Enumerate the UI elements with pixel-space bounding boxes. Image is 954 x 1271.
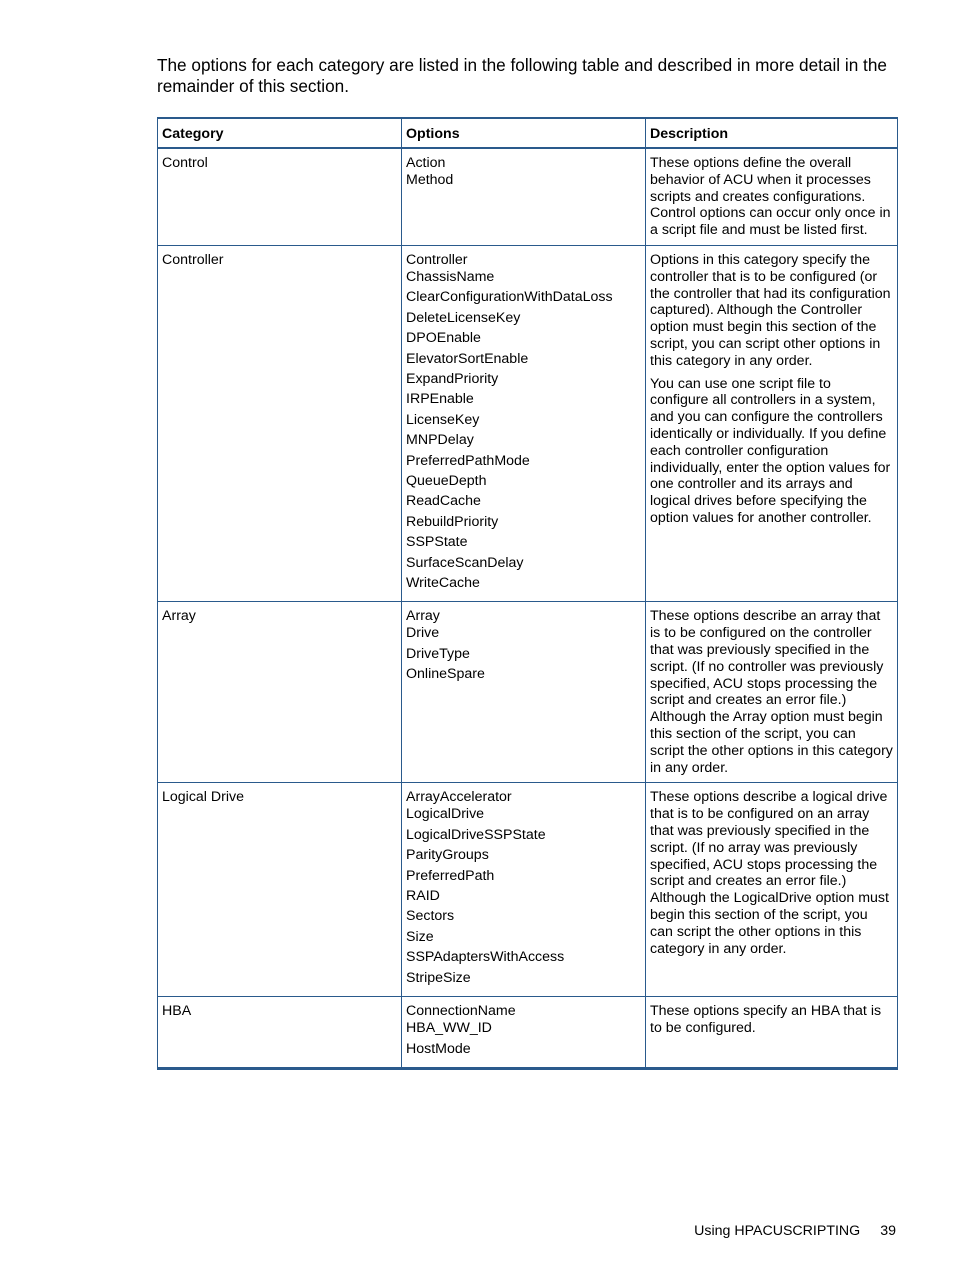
table-header (158, 118, 898, 148)
options-list (406, 252, 641, 596)
option-item: HostMode (406, 1040, 471, 1057)
option-item: Method (406, 172, 454, 188)
category-cell: Controller (158, 245, 402, 602)
options-list (406, 1003, 641, 1061)
table-row (158, 997, 898, 1069)
options-list (406, 155, 641, 192)
header-options: Options (402, 118, 646, 148)
option-item: StripeSize (406, 969, 471, 986)
page-number: 39 (880, 1223, 896, 1239)
option-item: Drive (406, 625, 440, 642)
table-row (158, 245, 898, 602)
option-item: Action (406, 155, 446, 171)
description-cell (646, 997, 898, 1069)
option-item: SSPAdaptersWithAccess (406, 949, 565, 966)
option-item: ConnectionName (406, 1003, 516, 1020)
option-item: LogicalDriveSSPState (406, 826, 546, 843)
option-item: ArrayAccelerator (406, 789, 512, 806)
footer-section-title: Using HPACUSCRIPTING (694, 1223, 861, 1239)
options-table (157, 117, 898, 1070)
option-item: Size (406, 928, 434, 945)
option-item: ElevatorSortEnable (406, 350, 529, 367)
description-cell (646, 148, 898, 245)
category-cell: HBA (158, 997, 402, 1069)
option-item: SurfaceScanDelay (406, 554, 524, 571)
option-item: DPOEnable (406, 330, 481, 347)
options-list (406, 608, 641, 686)
option-item: Sectors (406, 908, 455, 925)
options-cell (402, 602, 646, 783)
header-row (158, 118, 898, 148)
option-item: RebuildPriority (406, 513, 499, 530)
description-cell (646, 245, 898, 602)
intro-paragraph: The options for each category are listed in the following table and described in more detail in the remainder of this section. (157, 55, 887, 96)
description-cell (646, 783, 898, 997)
description-paragraph: These options specify an HBA that is to be configured. (650, 1003, 882, 1036)
option-item: QueueDepth (406, 473, 487, 490)
table-row (158, 602, 898, 783)
option-item: ClearConfigurationWithDataLoss (406, 289, 613, 306)
options-cell (402, 783, 646, 997)
description-paragraph: These options describe a logical drive that is to be configured on an array that was previously specified in the script. (If no array was previously specified, ACU stops processing the script and creates an error file.) Although the LogicalDrive option must begin this section of the script, you can script the other options in this category in any order. (650, 789, 889, 957)
option-item: MNPDelay (406, 432, 474, 449)
option-item: IRPEnable (406, 391, 474, 408)
description-paragraph: These options describe an array that is to be configured on the controller that was previously specified in the script. (If no controller was previously specified, ACU stops processing the script and creates an error file.) Although the Array option must begin this section of the script, you can script the other options in this category in any order. (650, 608, 893, 776)
description-paragraph: Options in this category specify the controller that is to be configured (or the controller that had its configuration captured). Although the Controller option must begin this section of the script, you can script other options in this category in any order. (650, 251, 891, 369)
page-footer (694, 1223, 896, 1239)
option-item: Array (406, 608, 440, 625)
option-item: LicenseKey (406, 411, 480, 428)
header-category: Category (158, 118, 402, 148)
description-paragraph: You can use one script file to configure all controllers in a system, and you can configure the controllers identically or individually. If you define each controller configuration individually, enter the option values for one controller and its arrays and logical drives before specifying the option values for another controller. (650, 375, 891, 526)
options-list (406, 789, 641, 990)
options-cell (402, 997, 646, 1069)
options-cell (402, 245, 646, 602)
category-cell: Logical Drive (158, 783, 402, 997)
header-description: Description (646, 118, 898, 148)
option-item: ChassisName (406, 268, 495, 285)
option-item: DeleteLicenseKey (406, 309, 521, 326)
description-cell (646, 602, 898, 783)
option-item: SSPState (406, 534, 468, 551)
category-cell: Control (158, 148, 402, 245)
option-item: PreferredPathMode (406, 452, 530, 469)
option-item: OnlineSpare (406, 666, 485, 683)
option-item: DriveType (406, 645, 470, 662)
options-cell (402, 148, 646, 245)
table-row (158, 783, 898, 997)
table-body (158, 148, 898, 1068)
option-item: ParityGroups (406, 847, 489, 864)
option-item: HBA_WW_ID (406, 1020, 492, 1037)
description-paragraph: These options define the overall behavior of ACU when it processes scripts and creates configurations. Control options can occur only once in a script file and must be listed first. (650, 155, 891, 239)
option-item: ExpandPriority (406, 371, 499, 388)
option-item: ReadCache (406, 493, 481, 510)
option-item: Controller (406, 251, 468, 268)
category-cell: Array (158, 602, 402, 783)
option-item: WriteCache (406, 575, 480, 592)
option-item: RAID (406, 888, 440, 905)
option-item: LogicalDrive (406, 806, 485, 823)
option-item: PreferredPath (406, 867, 495, 884)
table-row (158, 148, 898, 245)
